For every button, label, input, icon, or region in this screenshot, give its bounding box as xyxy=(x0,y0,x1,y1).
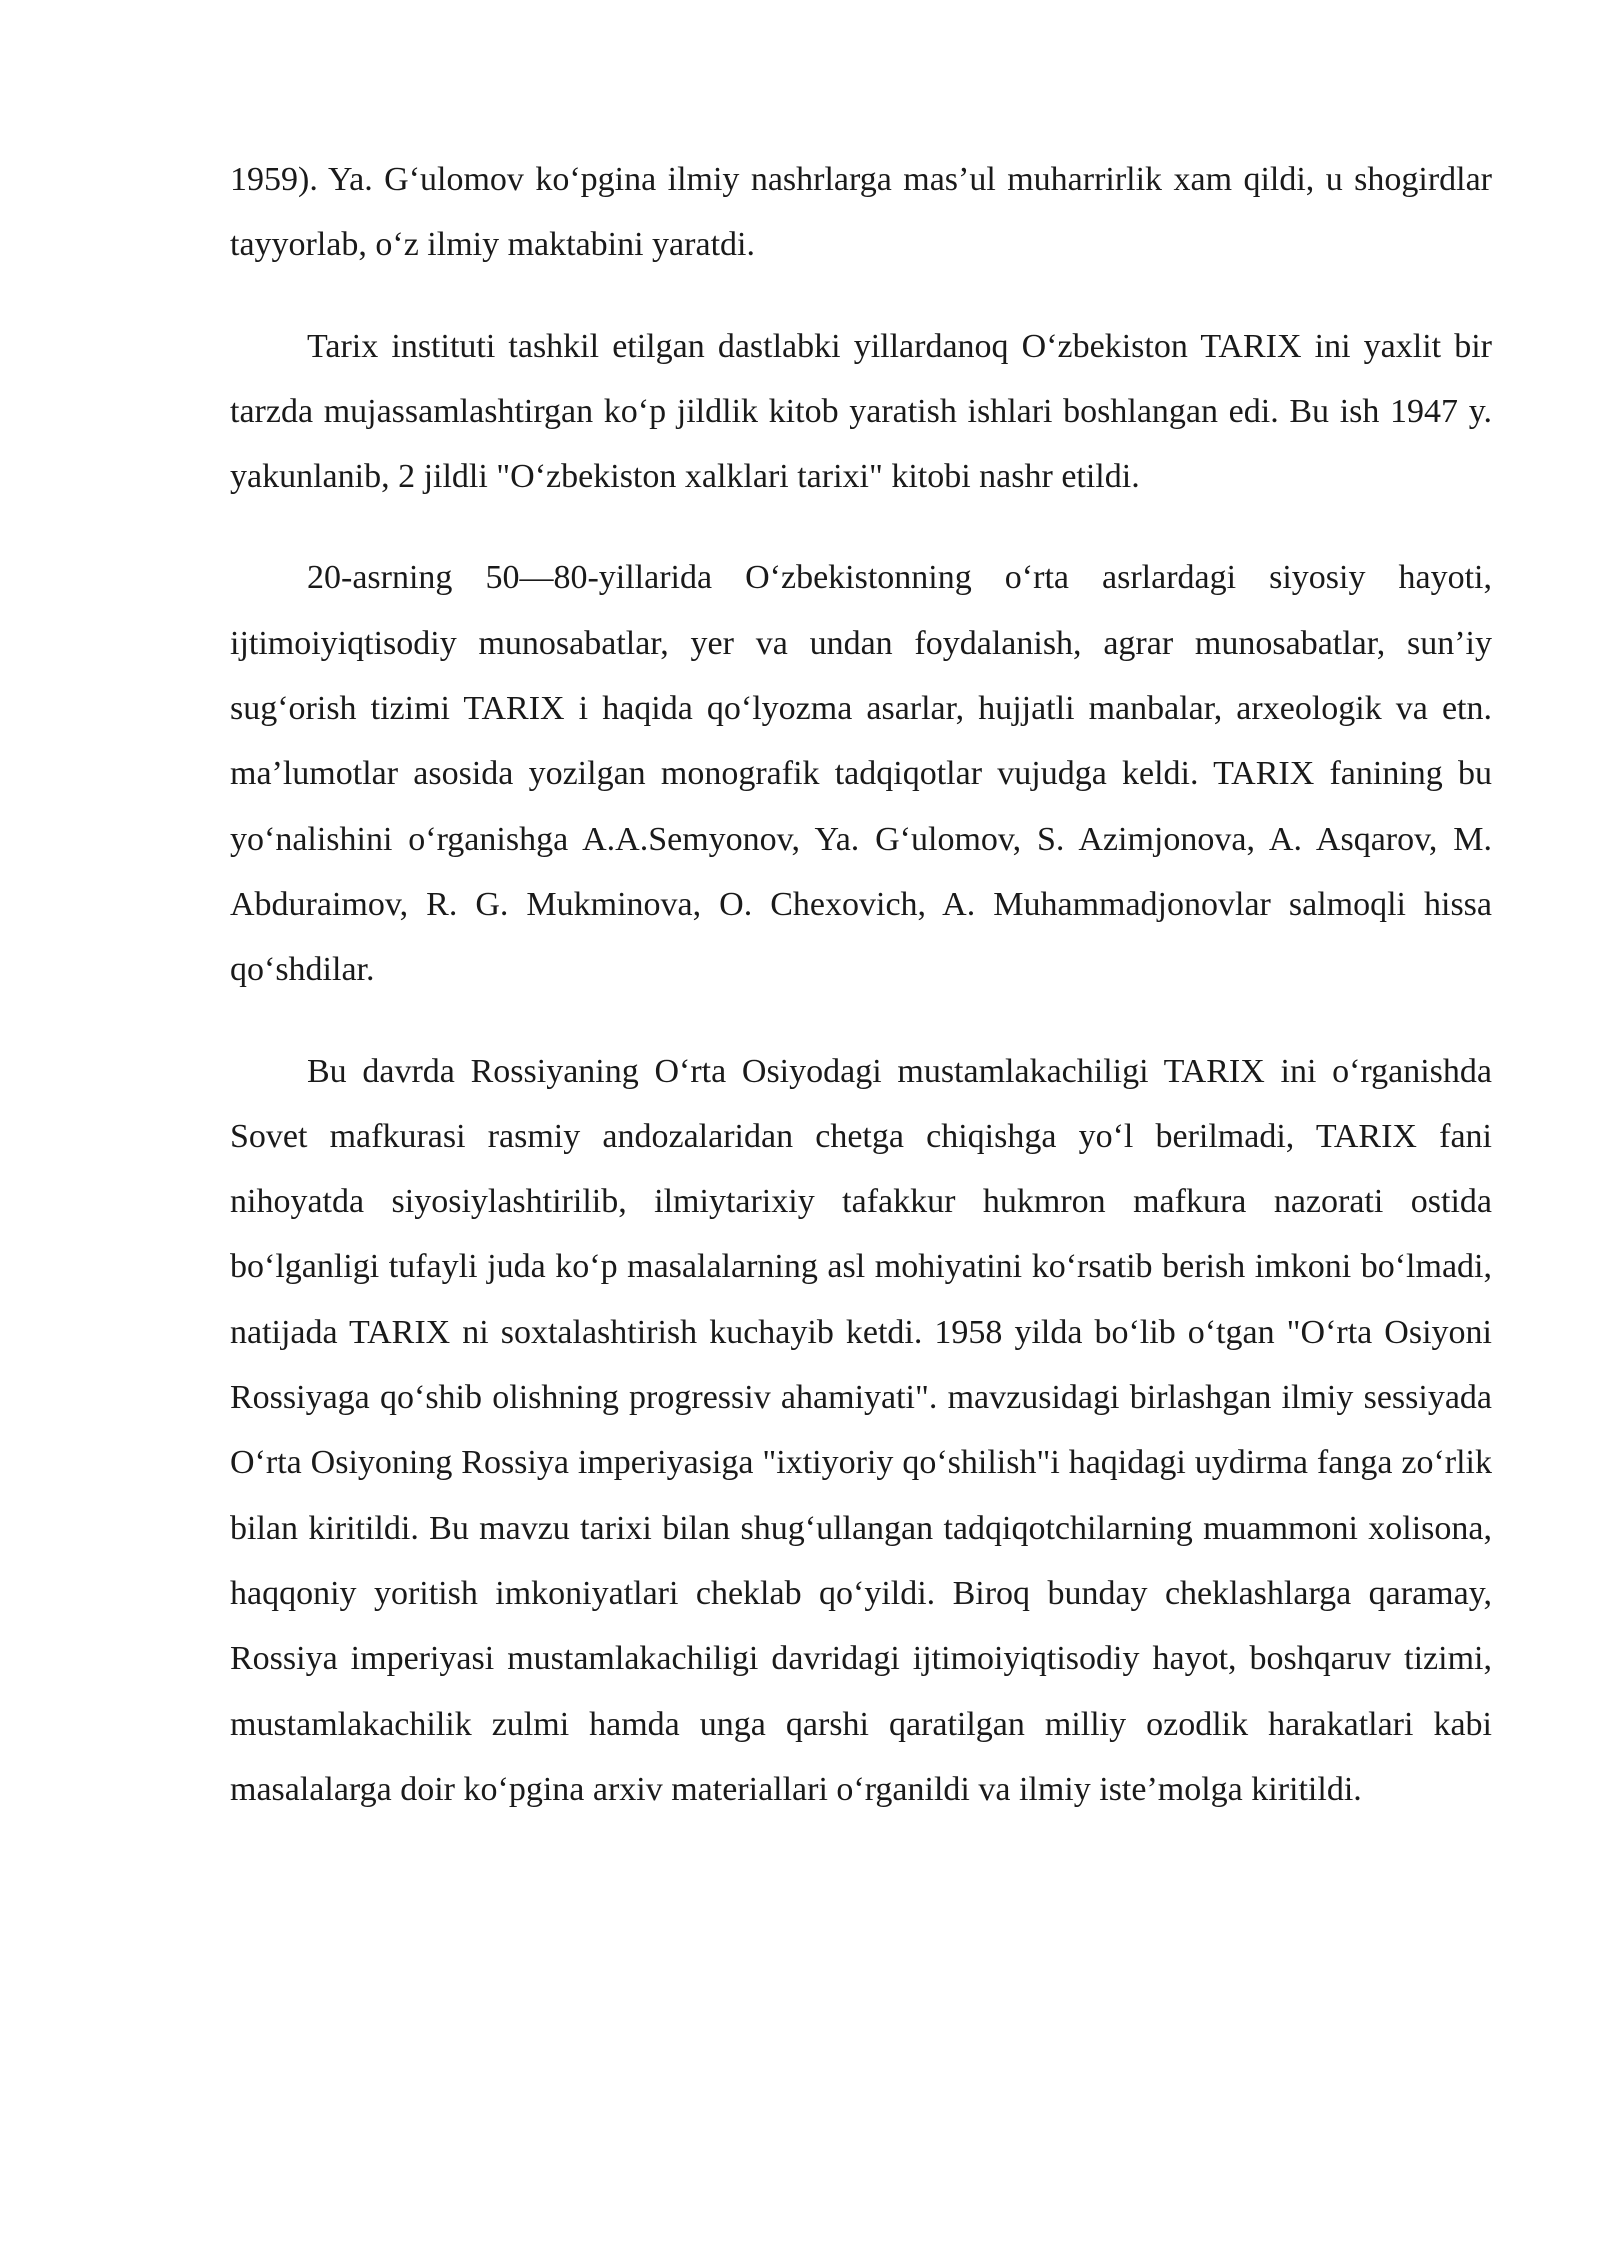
paragraph-1: 1959). Ya. G‘ulomov ko‘pgina ilmiy nashrlarga mas’ul muharrirlik xam qildi, u shogirdlar tayyorlab, o‘z ilmiy maktabini yaratdi. xyxy=(230,161,1492,264)
paragraph-4: Bu davrda Rossiyaning O‘rta Osiyodagi mustamlakachiligi TARIX ini o‘rganishda Sovet mafkurasi rasmiy andozalaridan chetga chiqishga yo‘l berilmadi, TARIX fani nihoyatda siyosiylashtirilib, ilmiytarixiy tafakkur hukmron mafkura nazorati ostida bo‘lganligi tufayli juda ko‘p masalalarning asl mohiyatini ko‘rsatib berish imkoni bo‘lmadi, natijada TARIX ni soxtalashtirish kuchayib ketdi. 1958 yilda bo‘lib o‘tgan "O‘rta Osiyoni Rossiyaga qo‘shib olishning progressiv ahamiyati". mavzusidagi birlashgan ilmiy sessiyada O‘rta Osiyoning Rossiya imperiyasiga "ixtiyoriy qo‘shilish"i haqidagi uydirma fanga zo‘rlik bilan kiritildi. Bu mavzu tarixi bilan shug‘ullangan tadqiqotchilarning muammoni xolisona, haqqoniy yoritish imkoniyatlari cheklab qo‘yildi. Biroq bunday cheklashlarga qaramay, Rossiya imperiyasi mustamlakachiligi davridagi ijtimoiyiqtisodiy hayot, boshqaruv tizimi, mustamlakachilik zulmi hamda unga qarshi qaratilgan milliy ozodlik harakatlari kabi masalalarga doir ko‘pgina arxiv materiallari o‘rganildi va ilmiy iste’molga kiritildi. xyxy=(230,1052,1492,1808)
body-text xyxy=(230,147,1492,1858)
paragraph-2: Tarix instituti tashkil etilgan dastlabki yillardanoq O‘zbekiston TARIX ini yaxlit bir tarzda mujassamlashtirgan ko‘p jildlik kitob yaratish ishlari boshlangan edi. Bu ish 1947 y. yakunlanib, 2 jildli "O‘zbekiston xalklari tarixi" kitobi nashr etildi. xyxy=(230,327,1492,496)
paragraph-3: 20-asrning 50—80-yillarida O‘zbekistonning o‘rta asrlardagi siyosiy hayoti, ijtimoiyiqtisodiy munosabatlar, yer va undan foydalanish, agrar munosabatlar, sun’iy sug‘orish tizimi TARIX i haqida qo‘lyozma asarlar, hujjatli manbalar, arxeologik va etn. ma’lumotlar asosida yozilgan monografik tadqiqotlar vujudga keldi. TARIX fanining bu yo‘nalishini o‘rganishga A.A.Semyonov, Ya. G‘ulomov, S. Azimjonova, A. Asqarov, M. Abduraimov, R. G. Mukminova, O. Chexovich, A. Muhammadjonovlar salmoqli hissa qo‘shdilar. xyxy=(230,559,1492,989)
